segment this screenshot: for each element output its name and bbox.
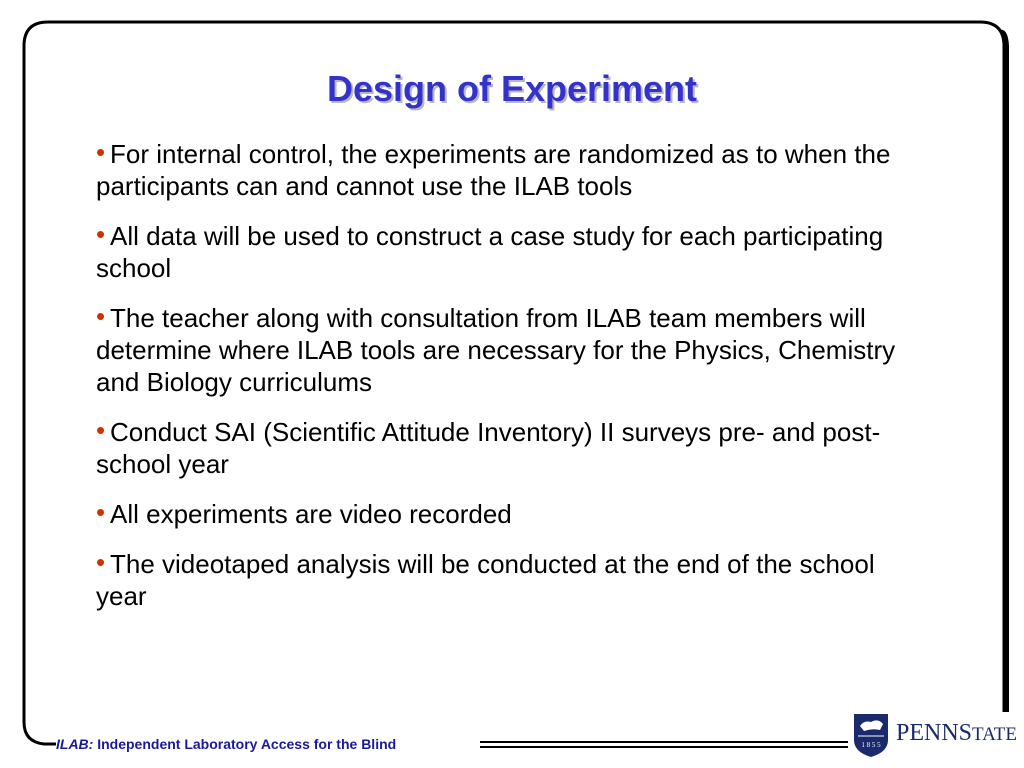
bullet-text: The teacher along with consultation from ILAB team members will determine where ILAB tools are necessary for the Physics, Chemistry and Biology curriculums [96, 303, 896, 397]
bullet-list [96, 138, 926, 630]
bullet-item [96, 138, 926, 202]
bullet-text: The videotaped analysis will be conducted at the end of the school year [96, 549, 875, 611]
penn-state-shield-icon [852, 712, 890, 758]
footer-caption [56, 736, 402, 752]
shield-year: 1 8 5 5 [861, 741, 881, 749]
bullet-item [96, 498, 926, 530]
bullet-item [96, 548, 926, 612]
bullet-icon: • [96, 497, 106, 527]
bullet-text: All data will be used to construct a case study for each participating school [96, 221, 884, 283]
bullet-icon: • [96, 137, 106, 167]
bullet-text: Conduct SAI (Scientific Attitude Inventory) II surveys pre- and post- school year [96, 417, 881, 479]
bullet-item [96, 416, 926, 480]
bullet-icon: • [96, 415, 106, 445]
bullet-icon: • [96, 219, 106, 249]
penn-state-logo [852, 712, 1020, 758]
logo-word-penn: PENN [896, 720, 959, 746]
bullet-text: All experiments are video recorded [110, 499, 512, 529]
bullet-icon: • [96, 301, 106, 331]
slide-title: Design of Experiment [326, 68, 698, 109]
logo-word-tate: TATE [972, 724, 1017, 745]
footer-text: Independent Laboratory Access for the Blind [93, 736, 397, 752]
logo-letter-s: S [958, 720, 973, 746]
footer-acronym: ILAB: [56, 736, 94, 752]
bullet-text: For internal control, the experiments are randomized as to when the participants can and cannot use the ILAB tools [96, 139, 891, 201]
bullet-item [96, 220, 926, 284]
bullet-item [96, 302, 926, 398]
logo-wordmark [896, 720, 1017, 747]
bullet-icon: • [96, 547, 106, 577]
